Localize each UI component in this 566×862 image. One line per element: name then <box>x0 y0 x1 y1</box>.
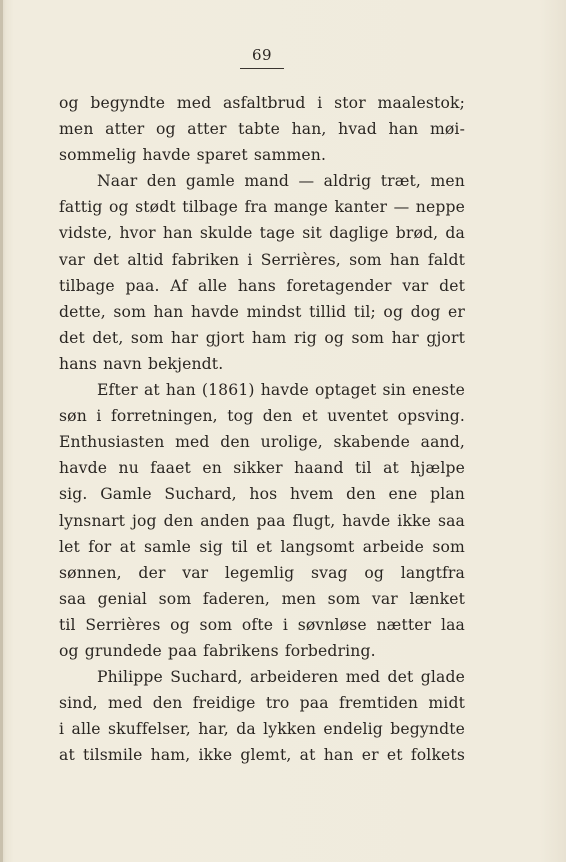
text-line: men atter og atter tabte han, hvad han møi- <box>59 120 465 139</box>
text-line: Naar den gamle mand — aldrig træt, men <box>97 172 465 191</box>
text-line: saa genial som faderen, men som var lænket <box>59 589 465 608</box>
text-line: fattig og stødt tilbage fra mange kanter — neppe <box>59 198 465 217</box>
text-line: Enthusiasten med den urolige, skabende aand, <box>59 433 465 452</box>
text-line: og grundede paa fabrikens forbedring. <box>59 641 376 660</box>
text-line: søn i forretningen, tog den et uventet opsving. <box>59 407 465 426</box>
text-line: vidste, hvor han skulde tage sit daglige brød, da <box>59 224 465 243</box>
text-line: sønnen, der var legemlig svag og langtfra <box>59 563 465 582</box>
text-line: tilbage paa. Af alle hans foretagender var det <box>59 276 465 295</box>
text-line: hans navn bekjendt. <box>59 354 224 373</box>
text-line: lynsnart jog den anden paa flugt, havde ikke saa <box>59 511 465 530</box>
text-line: og begyndte med asfaltbrud i stor maalestok; <box>59 94 465 112</box>
page-gutter <box>0 0 3 862</box>
text-line: dette, som han havde mindst tillid til; og dog er <box>59 302 465 321</box>
text-line: Efter at han (1861) havde optaget sin eneste <box>97 381 465 400</box>
text-line: til Serrières og som ofte i søvnløse nætter laa <box>59 615 465 634</box>
text-line: i alle skuffelser, har, da lykken endelig begyndte <box>59 720 465 739</box>
text-line: var det altid fabriken i Serrières, som han faldt <box>59 250 465 269</box>
text-line: let for at samle sig til et langsomt arbeide som <box>59 537 465 556</box>
page-number-underline <box>240 68 284 69</box>
text-line: sind, med den freidige tro paa fremtiden midt <box>59 694 465 713</box>
text-line: Philippe Suchard, arbeideren med det glade <box>97 668 465 687</box>
body-text <box>59 90 465 768</box>
text-line: at tilsmile ham, ikke glemt, at han er et folkets <box>59 746 465 765</box>
text-line: det det, som har gjort ham rig og som har gjort <box>59 328 465 347</box>
text-line: havde nu faaet en sikker haand til at hjælpe <box>59 459 465 478</box>
text-line: sommelig havde sparet sammen. <box>59 146 327 165</box>
page-number: 69 <box>251 46 273 64</box>
text-line: sig. Gamle Suchard, hos hvem den ene plan <box>59 485 465 504</box>
